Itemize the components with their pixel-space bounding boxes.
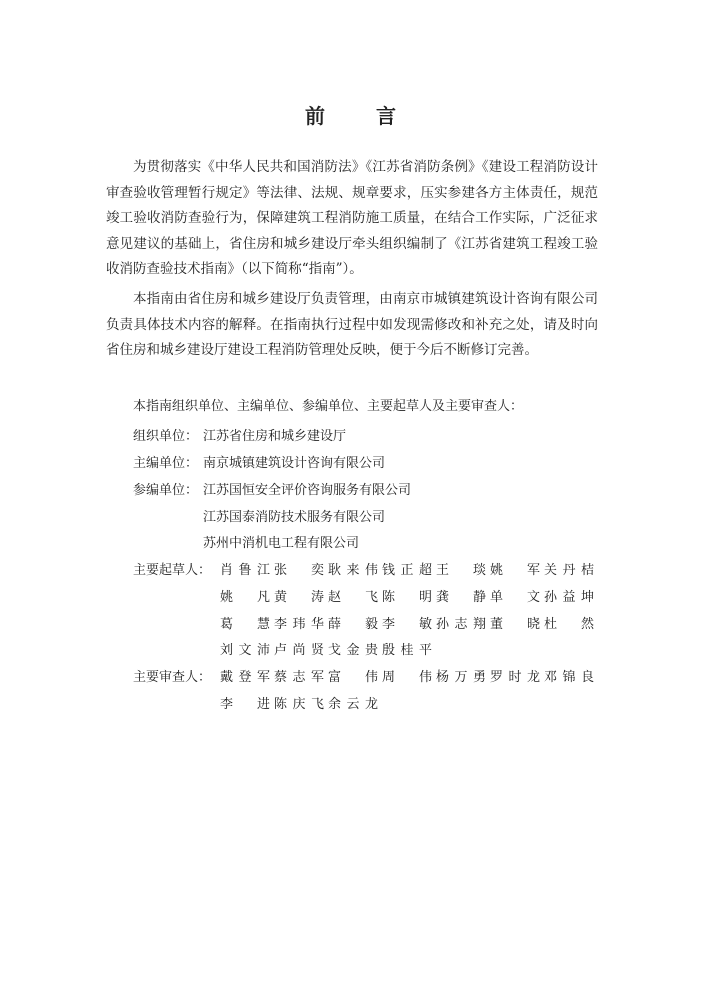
- reviewer-name: 陈庆飞: [274, 697, 324, 712]
- reviewers-row: [133, 666, 211, 685]
- drafter-name: 赵 飞: [328, 590, 378, 605]
- organizer-value: 江苏省住房和城乡建设厅: [203, 429, 347, 444]
- drafter-name: 肖鲁江: [220, 563, 270, 578]
- reviewer-name: 富 伟: [328, 670, 378, 685]
- drafter-name: 张 奕: [274, 563, 324, 578]
- reviewer-name: 周 伟: [382, 670, 432, 685]
- drafter-name: 卢尚贤: [274, 643, 324, 658]
- drafter-name: 葛 慧: [220, 617, 270, 632]
- reviewers-label: 主要审查人：: [133, 670, 212, 685]
- reviewer-name: 罗时龙: [490, 670, 540, 685]
- drafters-label: 主要起草人：: [133, 563, 212, 578]
- drafter-name: 单 文: [490, 590, 540, 605]
- drafter-name: 杜 然: [544, 617, 594, 632]
- organizer-label: 组织单位：: [133, 429, 199, 444]
- drafter-name: 孙益坤: [544, 590, 594, 605]
- drafters-line: [220, 639, 436, 658]
- paragraph-2: 本指南由省住房和城乡建设厅负责管理，由南京市城镇建筑设计咨询有限公司负责具体技术内容的解释。在指南执行过程中如发现需修改和补充之处，请及时向省住房和城乡建设厅建设工程消防管理处反映，便于今后不断修订完善。: [106, 291, 598, 358]
- drafter-name: 李 敏: [382, 617, 432, 632]
- participants-label: 参编单位：: [133, 483, 199, 498]
- chief-editor-row: [133, 452, 385, 471]
- reviewer-name: 邓锦良: [544, 670, 594, 685]
- drafter-name: 陈 明: [382, 590, 432, 605]
- drafter-name: 龚 静: [436, 590, 486, 605]
- page-title: 前 言: [305, 104, 418, 128]
- chief-editor-label: 主编单位：: [133, 456, 199, 471]
- participant-org: 江苏国恒安全评价咨询服务有限公司: [203, 483, 412, 498]
- participants-row: [133, 479, 203, 498]
- reviewer-name: 蔡志军: [274, 670, 324, 685]
- reviewer-name: 戴登军: [220, 670, 270, 685]
- drafter-name: 戈金贵: [328, 643, 378, 658]
- participant-org: 苏州中消机电工程有限公司: [203, 536, 360, 551]
- roles-intro: 本指南组织单位、主编单位、参编单位、主要起草人及主要审查人：: [133, 399, 524, 414]
- drafters-line: [220, 559, 598, 578]
- drafter-name: 孙志翔: [436, 617, 486, 632]
- paragraph-1: 为贯彻落实《中华人民共和国消防法》《江苏省消防条例》《建设工程消防设计审查验收管理暂行规定》等法律、法规、规章要求，压实参建各方主体责任，规范竣工验收消防查验行为，保障建筑工程消防施工质量，在结合工作实际，广泛征求意见建议的基础上，省住房和城乡建设厅牵头组织编制了《江苏省建筑工程竣工验收消防查验技术指南》（以下简称“指南”）。: [106, 159, 598, 277]
- drafter-name: 耿来伟: [328, 563, 378, 578]
- drafter-name: 姚 凡: [220, 590, 270, 605]
- drafters-line: [220, 586, 598, 605]
- drafter-name: 李玮华: [274, 617, 324, 632]
- drafter-name: 薛 毅: [328, 617, 378, 632]
- drafters-row: [133, 559, 211, 578]
- drafter-name: 董 晓: [490, 617, 540, 632]
- reviewer-name: 李 进: [220, 697, 270, 712]
- drafter-name: 关丹桔: [544, 563, 594, 578]
- reviewer-name: 杨万勇: [436, 670, 486, 685]
- chief-editor-value: 南京城镇建筑设计咨询有限公司: [203, 456, 386, 471]
- reviewer-name: 余云龙: [328, 697, 378, 712]
- drafter-name: 殷桂平: [382, 643, 432, 658]
- reviewers-line: [220, 693, 382, 712]
- drafter-name: 刘文沛: [220, 643, 270, 658]
- reviewers-line: [220, 666, 598, 685]
- drafter-name: 姚 军: [490, 563, 540, 578]
- drafters-line: [220, 613, 598, 632]
- drafter-name: 钱正超: [382, 563, 432, 578]
- participant-org: 江苏国泰消防技术服务有限公司: [203, 510, 386, 525]
- drafter-name: 王 琰: [436, 563, 486, 578]
- drafter-name: 黄 涛: [274, 590, 324, 605]
- organizer-row: [133, 425, 346, 444]
